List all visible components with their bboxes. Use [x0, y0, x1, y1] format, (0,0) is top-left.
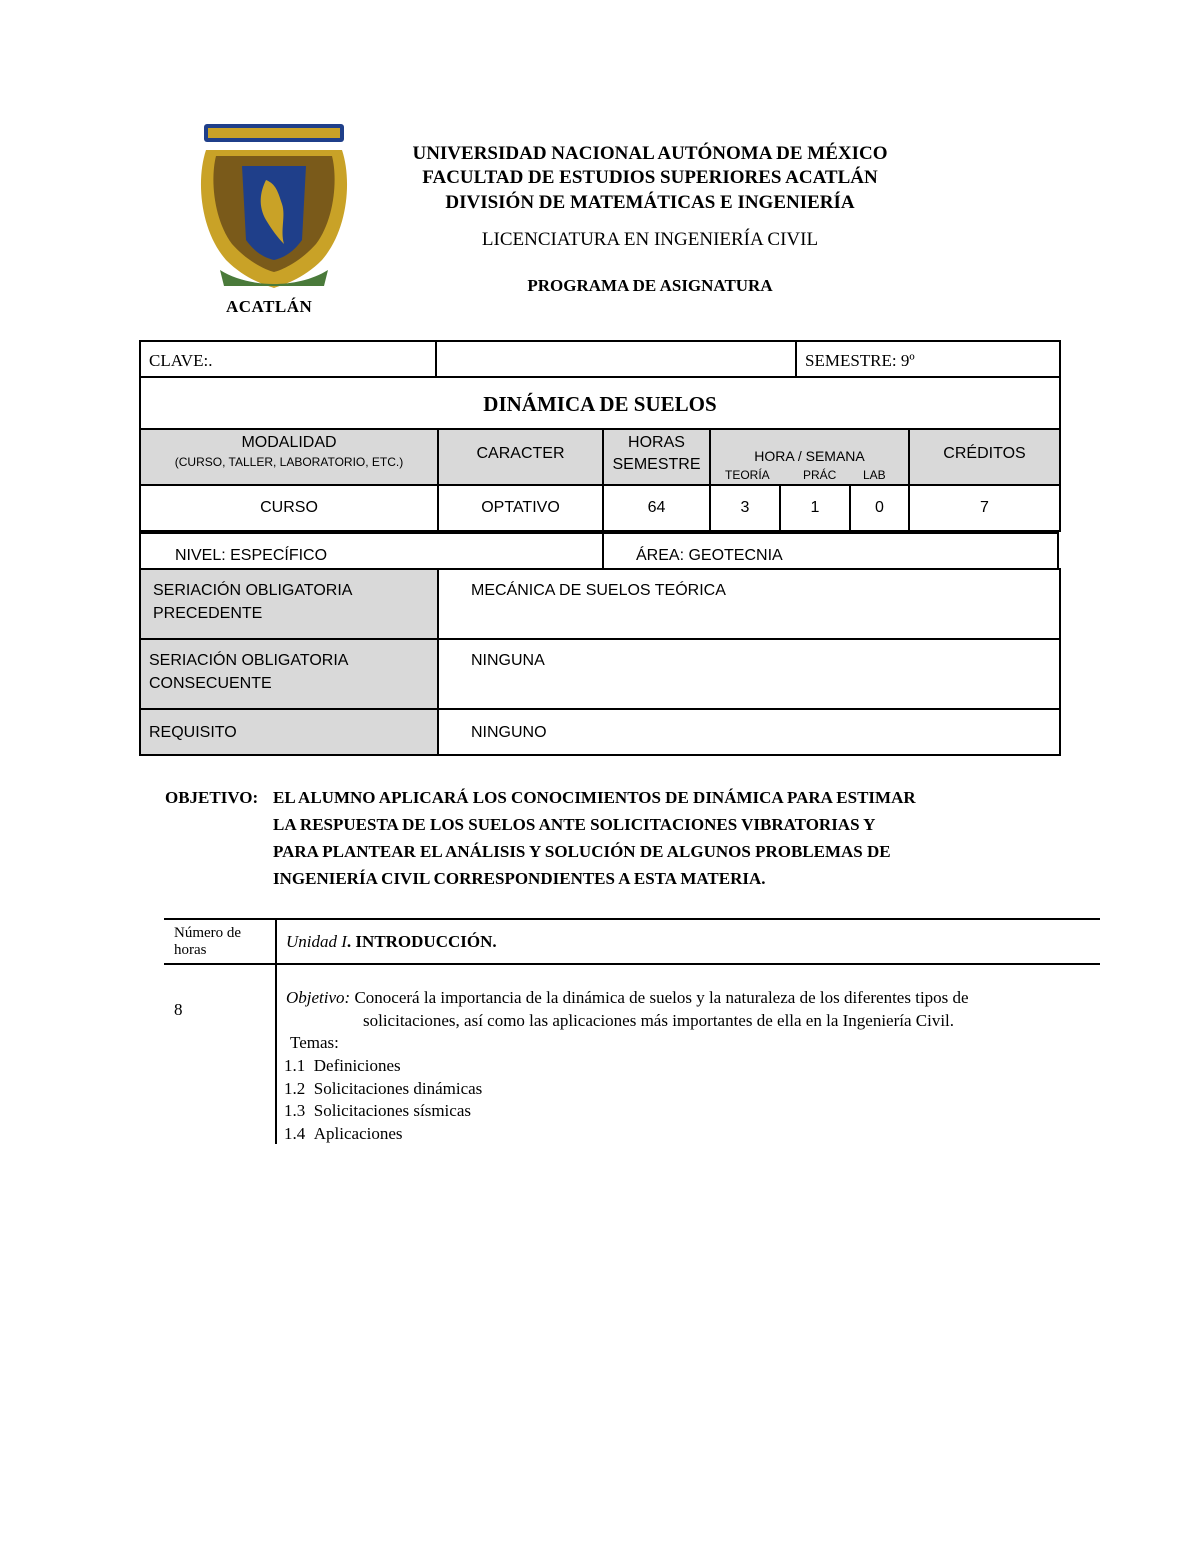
seriacion-con-label-1: SERIACIÓN OBLIGATORIA [149, 652, 349, 669]
laboratorio-value: 0 [875, 499, 884, 516]
nivel-value: NIVEL: ESPECÍFICO [175, 547, 328, 564]
modalidad-value: CURSO [260, 499, 318, 516]
faculty-name: FACULTAD DE ESTUDIOS SUPERIORES ACATLÁN [422, 167, 878, 188]
caracter-value-cell [437, 484, 604, 532]
modalidad-header [139, 428, 439, 486]
clave-label: CLAVE:. [149, 351, 213, 370]
caracter-header [437, 428, 604, 486]
modalidad-value-cell [139, 484, 439, 532]
horas-header [602, 428, 711, 486]
requisito-value-cell [437, 708, 1061, 756]
topic-number: 1.3 [284, 1101, 306, 1120]
practica-value: 1 [810, 499, 820, 516]
hours-header-2: horas [174, 942, 207, 958]
topic-item [284, 1123, 482, 1146]
modalidad-sub: (CURSO, TALLER, LABORATORIO, ETC.) [174, 455, 404, 469]
topic-text: Definiciones [313, 1056, 401, 1075]
seriacion-con-label-2: CONSECUENTE [149, 675, 272, 692]
unam-shield-logo [196, 120, 352, 292]
seriacion-con-value: NINGUNA [471, 652, 545, 669]
program-title: PROGRAMA DE ASIGNATURA [527, 276, 773, 295]
seriacion-pre-label-2: PRECEDENTE [153, 605, 263, 622]
area-value: ÁREA: GEOTECNIA [636, 547, 783, 564]
division-name: DIVISIÓN DE MATEMÁTICAS E INGENIERÍA [445, 192, 855, 213]
horas-value: 64 [647, 499, 666, 516]
seriacion-pre-value-cell [437, 568, 1061, 640]
unit-objective-line-2: solicitaciones, así como las aplicaciones más importantes de ella en la Ingeniería Civil. [363, 1011, 955, 1030]
unit-objective-text-1: Conocerá la importancia de la dinámica de suelos y la naturaleza de los diferentes tipos de [354, 988, 969, 1007]
semestre-label: SEMESTRE: 9º [805, 351, 915, 370]
unit-hours: 8 [174, 1000, 183, 1019]
objective-label: OBJETIVO: [165, 788, 259, 807]
caracter-label: CARACTER [476, 445, 565, 462]
unit-label: Unidad I [286, 932, 347, 951]
unit-table-top-rule [164, 918, 1100, 920]
practica-value-cell [779, 484, 851, 532]
course-title-cell [139, 376, 1061, 430]
degree-name: LICENCIATURA EN INGENIERÍA CIVIL [481, 229, 819, 250]
teoria-label: TEORÍA [725, 468, 770, 482]
nivel-cell [139, 532, 604, 570]
hora-semana-header [709, 428, 910, 486]
unit-title-text: . INTRODUCCIÓN. [346, 932, 497, 951]
horas-label-1: HORAS [628, 434, 685, 451]
unit-title [286, 932, 497, 952]
unit-table-header-rule [164, 963, 1100, 965]
creditos-value: 7 [980, 499, 989, 516]
seriacion-con-label-cell [139, 638, 439, 710]
unit-objective-label: Objetivo: [286, 988, 351, 1007]
laboratorio-value-cell [849, 484, 910, 532]
topic-number: 1.1 [284, 1056, 306, 1075]
creditos-value-cell [908, 484, 1061, 532]
prac-label: PRÁC [803, 468, 837, 482]
objective-line-3: PARA PLANTEAR EL ANÁLISIS Y SOLUCIÓN DE ALGUNOS PROBLEMAS DE [273, 842, 891, 861]
topic-number: 1.2 [284, 1078, 306, 1098]
hora-semana-label: HORA / SEMANA [754, 448, 865, 464]
objective-line-1: EL ALUMNO APLICARÁ LOS CONOCIMIENTOS DE DINÁMICA PARA ESTIMAR [273, 788, 916, 807]
requisito-value: NINGUNO [471, 724, 547, 741]
seriacion-pre-label-1: SERIACIÓN OBLIGATORIA [153, 582, 353, 599]
objective-line-4: INGENIERÍA CIVIL CORRESPONDIENTES A ESTA MATERIA. [273, 869, 766, 888]
topic-item [284, 1055, 482, 1078]
blank-cell [435, 340, 797, 378]
semestre-cell [795, 340, 1061, 378]
teoria-value: 3 [740, 499, 750, 516]
temas-label: Temas: [290, 1033, 339, 1052]
requisito-label-cell [139, 708, 439, 756]
topic-number: 1.4 [284, 1123, 306, 1143]
hours-header [174, 925, 272, 959]
university-name: UNIVERSIDAD NACIONAL AUTÓNOMA DE MÉXICO [412, 143, 888, 164]
logo-caption: ACATLÁN [226, 297, 313, 316]
caracter-value: OPTATIVO [481, 499, 560, 516]
topic-item [284, 1078, 482, 1101]
creditos-label: CRÉDITOS [943, 445, 1026, 462]
seriacion-pre-label-cell [139, 568, 439, 640]
clave-cell [139, 340, 437, 378]
creditos-header [908, 428, 1061, 486]
seriacion-pre-value: MECÁNICA DE SUELOS TEÓRICA [471, 582, 726, 599]
course-title: DINÁMICA DE SUELOS [483, 392, 717, 416]
objective-line-2: LA RESPUESTA DE LOS SUELOS ANTE SOLICITACIONES VIBRATORIAS Y [273, 815, 876, 834]
lab-label: LAB [863, 468, 886, 482]
hours-header-1: Número de [174, 925, 242, 941]
topic-text: Solicitaciones dinámicas [313, 1078, 483, 1098]
topic-item [284, 1100, 482, 1123]
requisito-label: REQUISITO [149, 724, 237, 741]
unit-table-column-rule [275, 918, 277, 1144]
topic-list [284, 1055, 482, 1145]
horas-value-cell [602, 484, 711, 532]
seriacion-con-value-cell [437, 638, 1061, 710]
teoria-value-cell [709, 484, 781, 532]
unit-objective-line-1 [286, 988, 969, 1008]
modalidad-label: MODALIDAD [241, 434, 337, 451]
topic-text: Aplicaciones [313, 1123, 403, 1143]
topic-text: Solicitaciones sísmicas [313, 1101, 471, 1120]
area-cell [602, 532, 1059, 570]
horas-label-2: SEMESTRE [612, 456, 701, 473]
